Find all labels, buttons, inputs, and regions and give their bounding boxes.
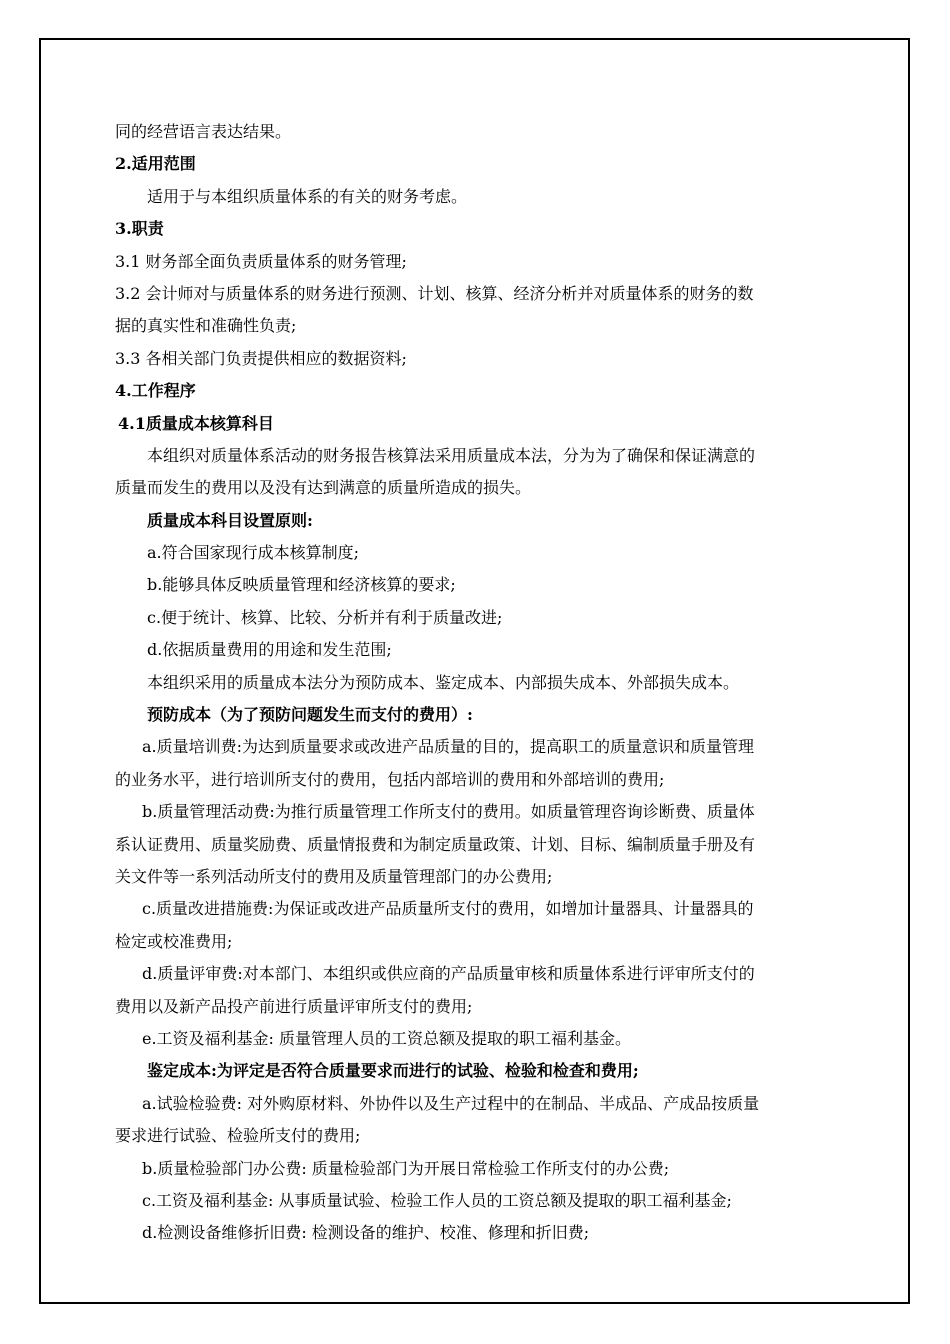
text-line: 关文件等一系列活动所支付的费用及质量管理部门的办公费用; bbox=[115, 866, 553, 886]
text-line: b.能够具体反映质量管理和经济核算的要求; bbox=[147, 575, 456, 595]
text-line: 2.适用范围 bbox=[115, 154, 196, 174]
text-line: a.符合国家现行成本核算制度; bbox=[147, 543, 360, 563]
text-line: c.质量改进措施费:为保证或改进产品质量所支付的费用，如增加计量器具、计量器具的 bbox=[142, 899, 754, 919]
text-line: 4.工作程序 bbox=[115, 381, 196, 401]
text-line: 3.3 各相关部门负责提供相应的数据资料; bbox=[115, 348, 407, 368]
text-line: 据的真实性和准确性负责; bbox=[115, 316, 297, 336]
text-line: d.检测设备维修折旧费: 检测设备的维护、校准、修理和折旧费; bbox=[142, 1223, 590, 1243]
text-line: d.依据质量费用的用途和发生范围; bbox=[147, 640, 392, 660]
text-line: 3.职责 bbox=[115, 219, 164, 239]
text-line: 检定或校准费用; bbox=[115, 931, 233, 951]
text-line: 的业务水平，进行培训所支付的费用，包括内部培训的费用和外部培训的费用; bbox=[115, 769, 665, 789]
text-line: 适用于与本组织质量体系的有关的财务考虑。 bbox=[147, 186, 468, 206]
text-line: d.质量评审费:对本部门、本组织或供应商的产品质量审核和质量体系进行评审所支付的 bbox=[142, 964, 755, 984]
text-line: e.工资及福利基金: 质量管理人员的工资总额及提取的职工福利基金。 bbox=[142, 1028, 632, 1048]
text-line: a.试验检验费: 对外购原材料、外协件以及生产过程中的在制品、半成品、产成品按质量 bbox=[142, 1093, 760, 1113]
text-line: 同的经营语言表达结果。 bbox=[115, 122, 292, 141]
text-line: c.便于统计、核算、比较、分析并有利于质量改进; bbox=[147, 607, 503, 627]
text-line: 本组织采用的质量成本法分为预防成本、鉴定成本、内部损失成本、外部损失成本。 bbox=[147, 672, 740, 692]
text-line: 系认证费用、质量奖励费、质量情报费和为制定质量政策、计划、目标、编制质量手册及有 bbox=[115, 834, 756, 854]
text-line: b.质量管理活动费:为推行质量管理工作所支付的费用。如质量管理咨询诊断费、质量体 bbox=[142, 802, 755, 822]
text-line: 要求进行试验、检验所支付的费用; bbox=[115, 1126, 361, 1146]
text-line: 3.2 会计师对与质量体系的财务进行预测、计划、核算、经济分析并对质量体系的财务的数 bbox=[115, 283, 754, 303]
text-line: 3.1 财务部全面负责质量体系的财务管理; bbox=[115, 251, 407, 271]
text-line: 预防成本（为了预防问题发生而支付的费用）: bbox=[147, 705, 473, 725]
text-line: a.质量培训费:为达到质量要求或改进产品质量的目的，提高职工的质量意识和质量管理 bbox=[142, 737, 755, 757]
text-line: 本组织对质量体系活动的财务报告核算法采用质量成本法，分为为了确保和保证满意的 bbox=[147, 445, 756, 465]
text-line: b.质量检验部门办公费: 质量检验部门为开展日常检验工作所支付的办公费; bbox=[142, 1158, 670, 1178]
text-line: 费用以及新产品投产前进行质量评审所支付的费用; bbox=[115, 996, 473, 1016]
text-line: 4.1质量成本核算科目 bbox=[118, 413, 274, 433]
text-line: 鉴定成本:为评定是否符合质量要求而进行的试验、检验和检查和费用; bbox=[147, 1061, 639, 1081]
text-line: c.工资及福利基金: 从事质量试验、检验工作人员的工资总额及提取的职工福利基金; bbox=[142, 1190, 732, 1210]
document-body bbox=[115, 116, 890, 1250]
text-line: 质量成本科目设置原则: bbox=[147, 510, 313, 530]
text-line: 质量而发生的费用以及没有达到满意的质量所造成的损失。 bbox=[115, 478, 532, 498]
